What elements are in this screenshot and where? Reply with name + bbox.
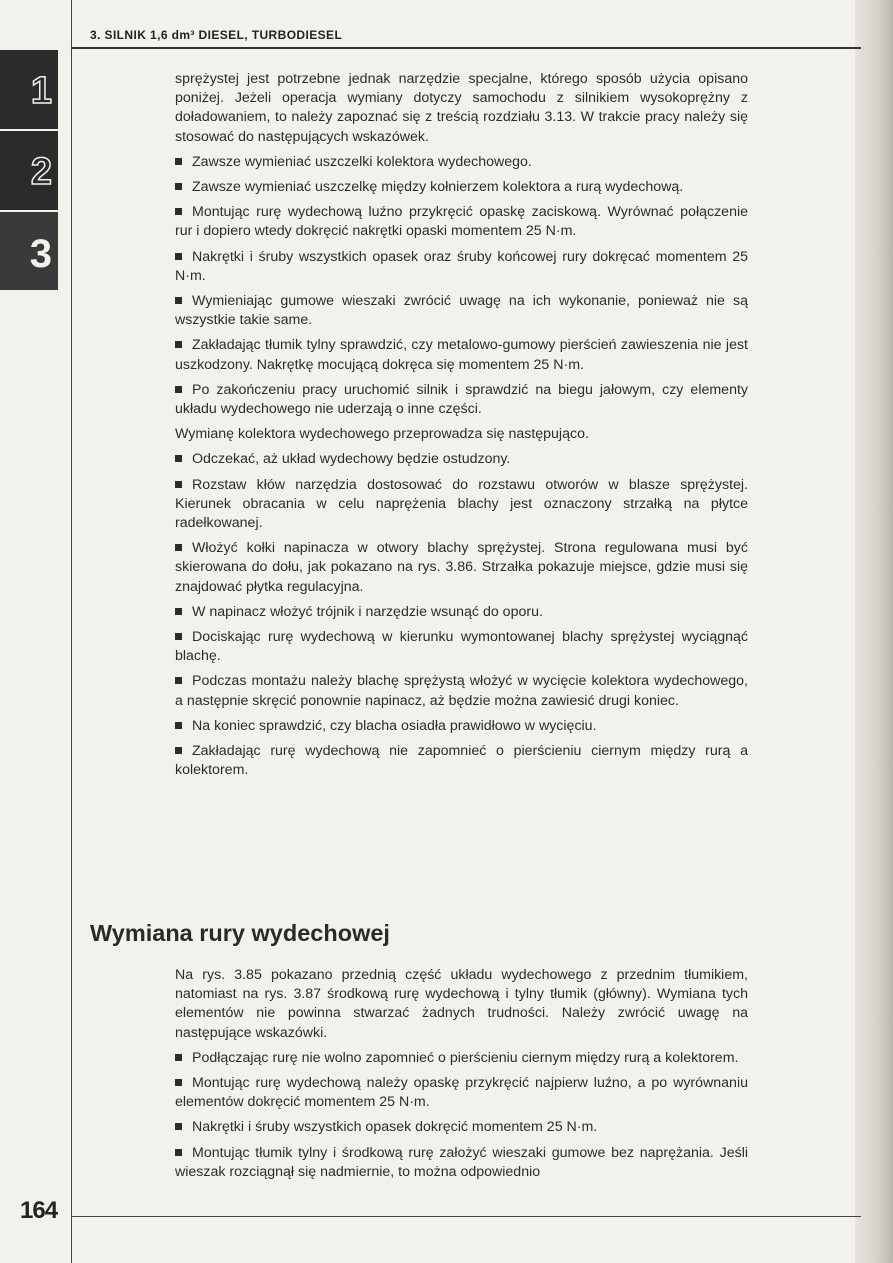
paragraph-text: Podczas montażu należy blachę sprężystą włożyć w wycięcie kolektora wydechowego, a następnie skręcić ponownie napinacz, aż będzie można zawiesić drugi koniec. — [175, 673, 748, 709]
bullet-square-icon — [175, 747, 182, 754]
paragraph-text: sprężystej jest potrzebne jednak narzędzie specjalne, którego sposób użycia opisano poniżej. Jeżeli operacja wymiany dotyczy samochodu z silnikiem wysokoprężny z doładowaniem, to należy zapoznać się z treścią rozdziału 3.13. W trakcie pracy należy się stosować do następujących wskazówek. — [175, 71, 748, 145]
page-edge-shadow — [855, 0, 893, 1263]
bullet-item — [175, 603, 748, 622]
paragraph-text: Odczekać, aż układ wydechowy będzie ostudzony. — [192, 451, 511, 468]
bullet-square-icon — [175, 208, 182, 215]
paragraph — [175, 70, 748, 147]
left-margin-rule — [71, 0, 72, 1263]
bullet-item — [175, 248, 748, 286]
paragraph-text: Włożyć kołki napinacza w otwory blachy sprężystej. Strona regulowana musi być skierowana do dołu, jak pokazano na rys. 3.86. Strzałka pokazuje miejsce, gdzie musi się znajdować płytka regulacyjna. — [175, 540, 748, 595]
bullet-item — [175, 450, 748, 469]
bullet-square-icon — [175, 633, 182, 640]
paragraph-text: Dociskając rurę wydechową w kierunku wymontowanej blachy sprężystej wyciągnąć blachę. — [175, 629, 748, 665]
paragraph-text: Na rys. 3.85 pokazano przednią część układu wydechowego z przednim tłumikiem, natomiast na rys. 3.87 środkową rurę wydechową i tylny tłumik (główny). Wymiana tych elementów nie powinna stwarzać żadnych trudności. Należy zwrócić uwagę na następujące wskazówki. — [175, 967, 748, 1041]
bullet-item — [175, 178, 748, 197]
bullet-square-icon — [175, 183, 182, 190]
bullet-square-icon — [175, 253, 182, 260]
bullet-square-icon — [175, 1123, 182, 1130]
bullet-square-icon — [175, 158, 182, 165]
bullet-square-icon — [175, 1149, 182, 1156]
bullet-item — [175, 292, 748, 330]
bullet-square-icon — [175, 722, 182, 729]
paragraph — [175, 425, 748, 444]
bullet-item — [175, 476, 748, 534]
chapter-tab-label: 3 — [29, 232, 52, 276]
paragraph-text: W napinacz włożyć trójnik i narzędzie wsunąć do oporu. — [192, 603, 543, 620]
section-body-text — [175, 966, 748, 1188]
paragraph-text: Montując rurę wydechową należy opaskę przykręcić najpierw luźno, a po wyrównaniu elementów dokręcić momentem 25 N·m. — [175, 1075, 748, 1111]
paragraph-text: Na koniec sprawdzić, czy blacha osiadła prawidłowo w wycięciu. — [192, 717, 597, 734]
paragraph-text: Nakrętki i śruby wszystkich opasek dokręcić momentem 25 N·m. — [192, 1119, 598, 1136]
footer-rule — [71, 1216, 861, 1217]
bullet-item — [175, 717, 748, 736]
paragraph-text: Nakrętki i śruby wszystkich opasek oraz śruby końcowej rury dokręcać momentem 25 N·m. — [175, 248, 748, 284]
paragraph-text: Wymieniając gumowe wieszaki zwrócić uwagę na ich wykonanie, ponieważ nie są wszystkie takie same. — [175, 293, 748, 329]
body-text — [175, 70, 748, 787]
chapter-tab-2 — [0, 131, 58, 212]
bullet-square-icon — [175, 677, 182, 684]
bullet-item — [175, 381, 748, 419]
paragraph — [175, 966, 748, 1043]
paragraph-text: Podłączając rurę nie wolno zapomnieć o pierścieniu ciernym między rurą a kolektorem. — [192, 1049, 739, 1066]
paragraph-text: Zawsze wymieniać uszczelki kolektora wydechowego. — [192, 153, 532, 170]
bullet-item — [175, 1144, 748, 1182]
chapter-tab-3 — [0, 212, 58, 292]
paragraph-text: Zakładając rurę wydechową nie zapomnieć o pierścieniu ciernym między rurą a kolektorem. — [175, 743, 748, 779]
bullet-square-icon — [175, 1079, 182, 1086]
bullet-square-icon — [175, 455, 182, 462]
paragraph-text: Po zakończeniu pracy uruchomić silnik i sprawdzić na biegu jałowym, czy elementy układu wydechowego nie uderzają o inne części. — [175, 381, 748, 418]
bullet-item — [175, 628, 748, 666]
bullet-item — [175, 336, 748, 374]
bullet-item — [175, 1074, 748, 1112]
paragraph-text: Rozstaw kłów narzędzia dostosować do rozstawu otworów w blasze sprężystej. Kierunek obracania w celu naprężenia blachy jest oznaczony strzałką na płytce radełkowanej. — [175, 476, 748, 532]
bullet-item — [175, 153, 748, 172]
header-rule — [71, 47, 861, 49]
bullet-square-icon — [175, 481, 182, 488]
bullet-square-icon — [175, 544, 182, 551]
paragraph-text: Wymianę kolektora wydechowego przeprowadza się następująco. — [175, 426, 589, 443]
bullet-square-icon — [175, 1054, 182, 1061]
paragraph-text: Zawsze wymieniać uszczelkę między kołnierzem kolektora a rurą wydechową. — [192, 179, 684, 196]
paragraph-text: Montując rurę wydechową luźno przykręcić opaskę zaciskową. Wyrównać połączenie rur i dopiero wtedy dokręcić nakrętki opaski momentem 25 N·m. — [175, 204, 748, 240]
chapter-tab-label: 2 — [30, 151, 52, 193]
chapter-tab-1 — [0, 50, 58, 131]
section-heading: Wymiana rury wydechowej — [90, 920, 390, 946]
bullet-item — [175, 1049, 748, 1068]
page-number: 164 — [20, 1197, 58, 1224]
bullet-square-icon — [175, 341, 182, 348]
chapter-tabs — [0, 50, 58, 292]
bullet-item — [175, 1118, 748, 1137]
bullet-item — [175, 672, 748, 710]
paragraph-text: Zakładając tłumik tylny sprawdzić, czy metalowo-gumowy pierścień zawieszenia nie jest uszkodzony. Nakrętkę mocującą dokręca się momentem 25 N·m. — [175, 337, 748, 373]
bullet-item — [175, 742, 748, 780]
bullet-item — [175, 539, 748, 597]
bullet-item — [175, 203, 748, 241]
bullet-square-icon — [175, 608, 182, 615]
bullet-square-icon — [175, 386, 182, 393]
paragraph-text: Montując tłumik tylny i środkową rurę założyć wieszaki gumowe bez naprężania. Jeśli wieszak rozciągnął się nadmiernie, to można odpowiednio — [175, 1144, 748, 1180]
running-header: 3. SILNIK 1,6 dm³ DIESEL, TURBODIESEL — [90, 28, 343, 42]
chapter-tab-label: 1 — [30, 70, 52, 112]
bullet-square-icon — [175, 297, 182, 304]
